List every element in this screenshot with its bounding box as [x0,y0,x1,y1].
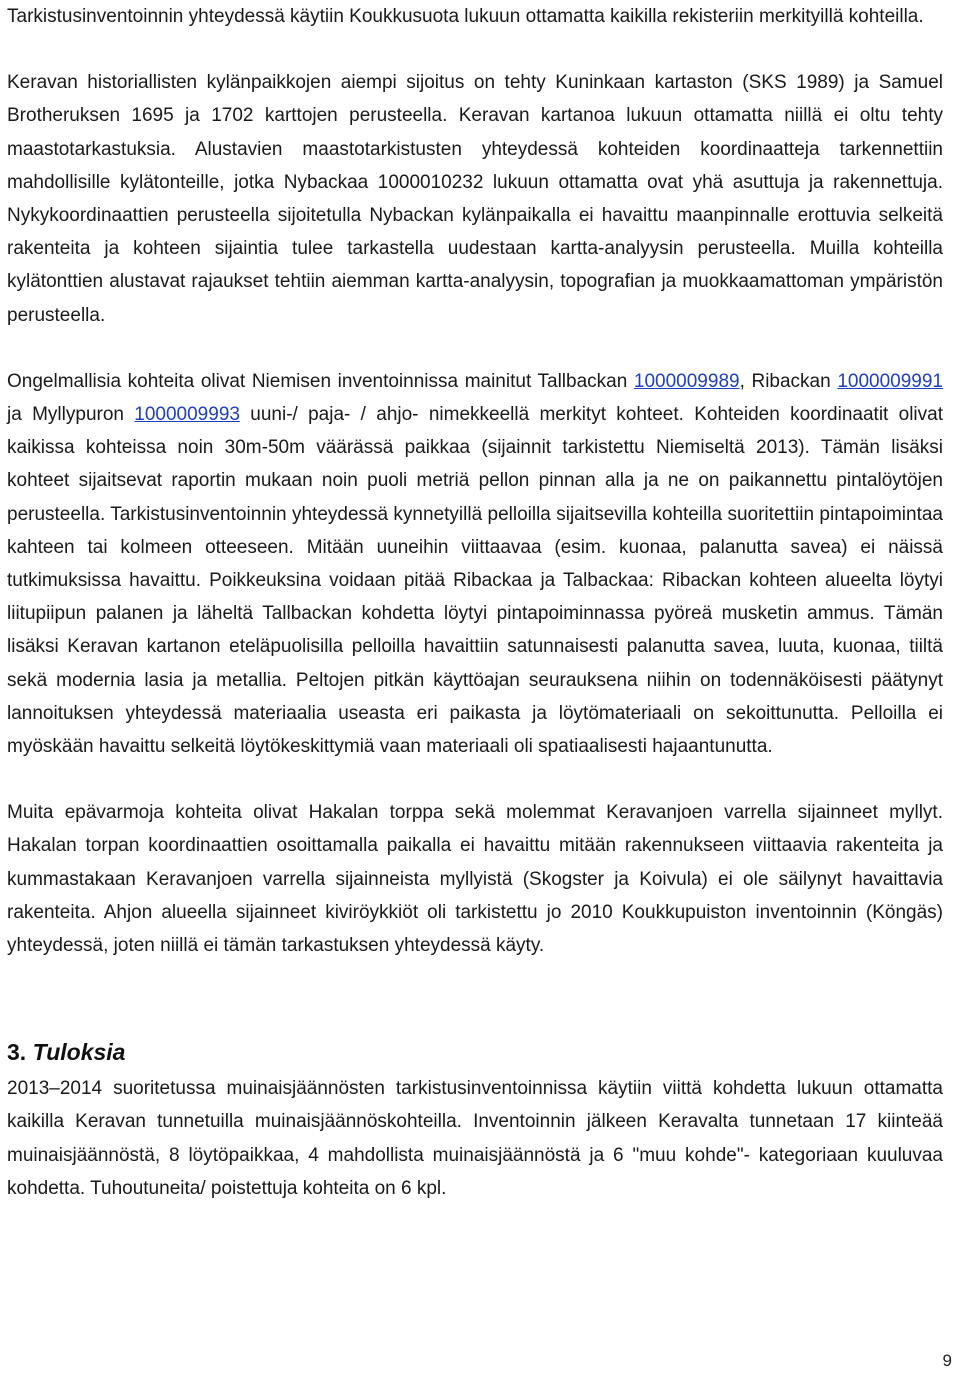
section-title: Tuloksia [32,1039,126,1066]
text-segment: , Ribackan [739,370,838,392]
site-link-myllypuro[interactable]: 1000009993 [134,404,240,426]
text-segment: uuni-/ paja- / ahjo- nimekkeellä merkityt kohteet. Kohteiden koordinaatit olivat kaikissa kohteissa noin 30m-50m väärässä paikkaa (sijainnit tarkistettu Niemiseltä 2013). Tämän lisäksi kohteet sijaitsevat raportin mukaan noin puoli metriä pellon pinnan alla ja ne on paikannettu pintalöytöjen perusteella. Tarkistusinventoinnin yhteydessä kynnetyillä pelloilla sijaitsevilla kohteilla suoritettiin pintapoimintaa kahteen tai kolmeen otteeseen. Mitään uuneihin viittaavaa (esim. kuonaa, palanutta savea) ei näissä tutkimuksissa havaittu. Poikkeuksina voidaan pitää Ribackaa ja Talbackaa: Ribackan kohteen alueelta löytyi liitupiipun palanen ja läheltä Tallbackan kohdetta löytyi pintapoiminnassa pyöreä musketin ammus. Tämän lisäksi Keravan kartanon eteläpuolisilla pelloilla havaittiin satunnaisesti palanutta savea, luuta, kuonaa, tiiltä sekä modernia lasia ja metallia. Peltojen pitkän käyttöajan seurauksena niihin on todennäköisesti päätynyt lannoituksen yhteydessä materiaalia useasta eri paikasta ja löytömateriaali on sekoittunutta. Pelloilla ei myöskään havaittu selkeitä löytökeskittymiä vaan materiaali oli spatiaalisesti hajaantunutta. [7,404,943,758]
page-number: 9 [942,1351,952,1370]
section-number: 3. [7,1039,27,1066]
paragraph-gap [7,332,943,365]
paragraph-village-sites: Keravan historiallisten kylänpaikkojen aiempi sijoitus on tehty Kuninkaan kartaston (SKS 1989) ja Samuel Brotheruksen 1695 ja 1702 karttojen perusteella. Keravan kartanoa lukuun ottamatta niillä ei oltu tehty maastotarkastuksia. Alustavien maastotarkistusten yhteydessä kohteiden koordinaatteja tarkennettiin mahdollisille kylätonteille, jotka Nybackaa 1000010232 lukuun ottamatta ovat yhä asuttuja ja rakennettuja. Nykykoordinaattien perusteella sijoitetulla Nybackan kylänpaikalla ei havaittu maanpinnalle erottuvia selkeitä rakenteita ja kohteen sijaintia tulee tarkastella uudestaan kartta-analyysin perusteella. Muilla kohteilla kylätonttien alustavat rajaukset tehtiin aiemman kartta-analyysin, topografian ja muokkaamattoman ympäristön perusteella. [7,72,943,326]
document-body [7,0,943,1205]
text-segment: Ongelmallisia kohteita olivat Niemisen inventoinnissa mainitut Tallbackan [7,370,634,392]
paragraph-problem-sites [7,365,943,763]
site-link-ribacka[interactable]: 1000009991 [837,370,943,392]
paragraph-uncertain-sites: Muita epävarmoja kohteita olivat Hakalan torppa sekä molemmat Keravanjoen varrella sijainneet myllyt. Hakalan torpan koordinaattien osoittamalla paikalla ei havaittu mitään rakennukseen viittaavia rakenteita ja kummastakaan Keravanjoen varrella sijainneista myllyistä (Skogster ja Koivula) ei ole säilynyt havaittavia rakenteita. Ahjon alueella sijainneet kiviröykkiöt oli tarkistettu jo 2010 Koukkupuiston inventoinnin (Köngäs) yhteydessä, joten niillä ei tämän tarkastuksen yhteydessä käyty. [7,802,943,957]
paragraph-gap [7,33,943,66]
section-gap [7,962,943,1032]
paragraph-results: 2013–2014 suoritetussa muinaisjäännösten tarkistusinventoinnissa käytiin viittä kohdetta lukuun ottamatta kaikilla Keravan tunnetuilla muinaisjäännöskohteilla. Inventoinnin jälkeen Keravalta tunnetaan 17 kiinteää muinaisjäännöstä, 8 löytöpaikkaa, 4 mahdollista muinaisjäännöstä ja 6 "muu kohde"- kategoriaan kuuluvaa kohdetta. Tuhoutuneita/ poistettuja kohteita on 6 kpl. [7,1078,943,1199]
text-segment: ja Myllypuron [7,404,135,426]
paragraph-gap [7,763,943,796]
paragraph-intro: Tarkistusinventoinnin yhteydessä käytiin Koukkusuota lukuun ottamatta kaikilla rekisteriin merkityillä kohteilla. [7,6,924,27]
site-link-tallbacka[interactable]: 1000009989 [633,370,740,392]
section-heading [7,1032,943,1072]
